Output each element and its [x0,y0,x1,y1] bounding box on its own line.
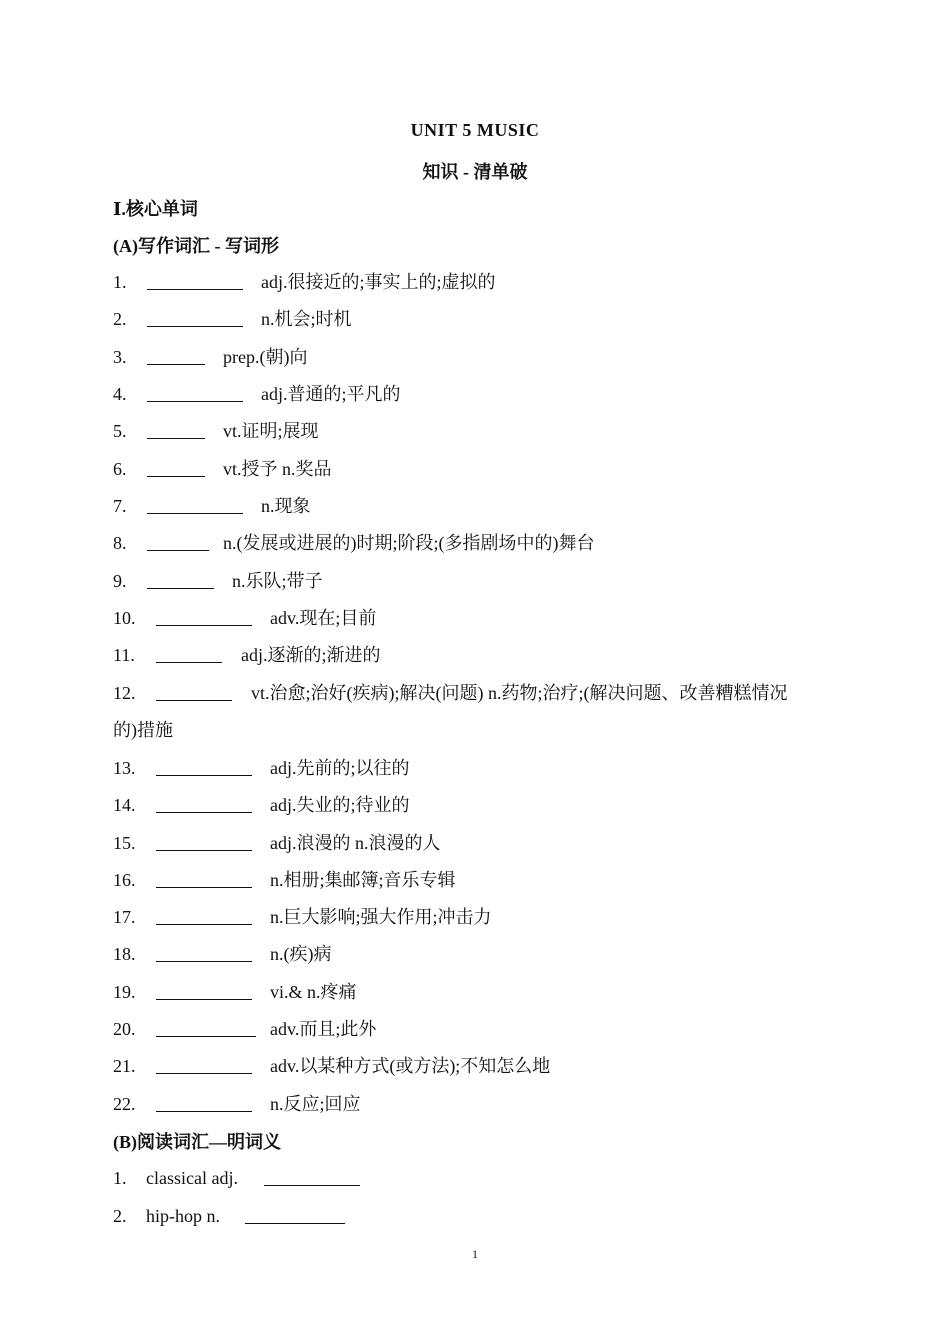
vocab-item [113,270,833,307]
item-number: 2. [113,309,127,329]
item-definition: vt.治愈;治好(疾病);解决(问题) n.药物;治疗;(解决问题、改善糟糕情况 [251,683,788,703]
item-number: 13. [113,758,136,778]
item-definition: n.相册;集邮簿;音乐专辑 [270,870,456,890]
item-definition: vi.& n.疼痛 [270,982,357,1002]
vocab-item [113,1092,833,1129]
answer-blank[interactable] [147,289,243,290]
vocab-item [113,419,833,456]
vocab-item [113,643,833,680]
vocab-item [113,905,833,942]
item-number: 1. [113,272,127,292]
item-definition: n.巨大影响;强大作用;冲击力 [270,907,492,927]
vocab-item [113,793,833,830]
answer-blank[interactable] [156,850,252,851]
vocab-item [113,494,833,531]
item-number: 1. [113,1168,127,1188]
answer-blank[interactable] [147,364,205,365]
item-number: 21. [113,1056,136,1076]
item-number: 4. [113,384,127,404]
item-number: 6. [113,459,127,479]
reading-item [113,1166,833,1203]
item-number: 15. [113,833,136,853]
item-definition: n.乐队;带子 [232,571,323,591]
item-number: 11. [113,645,135,665]
item-number: 10. [113,608,136,628]
item-number: 18. [113,944,136,964]
vocab-item [113,457,833,494]
unit-title: UNIT 5 MUSIC [410,120,540,140]
item-number: 2. [113,1206,127,1226]
answer-blank[interactable] [156,1111,252,1112]
vocab-item [113,382,833,419]
answer-blank[interactable] [147,588,214,589]
item-definition: n.(发展或进展的)时期;阶段;(多指剧场中的)舞台 [223,533,595,553]
answer-blank[interactable] [156,999,252,1000]
item-number: 20. [113,1019,136,1039]
item-word: classical adj. [146,1168,238,1188]
answer-blank[interactable] [156,1073,252,1074]
page-number: 1 [472,1247,478,1261]
item-number: 12. [113,683,136,703]
vocab-item [113,1017,833,1054]
section-heading-reading-vocab: (B)阅读词汇—明词义 [113,1132,281,1152]
answer-blank[interactable] [156,887,252,888]
item-definition: n.现象 [261,496,311,516]
vocab-item [113,942,833,979]
item-number: 5. [113,421,127,441]
vocab-item [113,569,833,606]
section-heading-core-words: Ⅰ.核心单词 [113,199,198,219]
item-definition: adv.而且;此外 [270,1019,377,1039]
item-word: hip-hop n. [146,1206,220,1226]
answer-blank[interactable] [156,812,252,813]
answer-blank[interactable] [156,662,222,663]
page-subtitle: 知识 - 清单破 [422,162,528,182]
answer-blank[interactable] [156,775,252,776]
vocab-item [113,756,833,793]
item-definition: adj.普通的;平凡的 [261,384,401,404]
answer-blank[interactable] [156,961,252,962]
item-definition: n.机会;时机 [261,309,352,329]
item-definition: adv.以某种方式(或方法);不知怎么地 [270,1056,551,1076]
vocab-item [113,1054,833,1091]
vocab-item [113,681,833,718]
item-definition: vt.证明;展现 [223,421,319,441]
answer-blank[interactable] [156,625,252,626]
item-definition: adv.现在;目前 [270,608,377,628]
vocab-item [113,531,833,568]
item-number: 9. [113,571,127,591]
answer-blank[interactable] [156,700,232,701]
item-number: 7. [113,496,127,516]
answer-blank[interactable] [264,1185,360,1186]
item-definition: adj.很接近的;事实上的;虚拟的 [261,272,496,292]
item-number: 3. [113,347,127,367]
item-number: 14. [113,795,136,815]
vocab-item [113,307,833,344]
reading-item [113,1204,833,1241]
item-definition: n.反应;回应 [270,1094,361,1114]
vocab-item [113,980,833,1017]
item-definition: n.(疾)病 [270,944,332,964]
vocab-item [113,868,833,905]
item-definition: prep.(朝)向 [223,347,308,367]
item-number: 19. [113,982,136,1002]
answer-blank[interactable] [147,476,205,477]
answer-blank[interactable] [147,401,243,402]
item-number: 8. [113,533,127,553]
item-definition: adj.逐渐的;渐进的 [241,645,381,665]
item-definition: vt.授予 n.奖品 [223,459,332,479]
vocab-item [113,831,833,868]
answer-blank[interactable] [147,438,205,439]
item-number: 17. [113,907,136,927]
answer-blank[interactable] [156,1036,256,1037]
section-heading-writing-vocab: (A)写作词汇 - 写词形 [113,236,279,256]
answer-blank[interactable] [147,326,243,327]
item-number: 16. [113,870,136,890]
item-definition-continuation: 的)措施 [113,720,173,740]
answer-blank[interactable] [156,924,252,925]
vocab-item [113,345,833,382]
item-number: 22. [113,1094,136,1114]
item-definition: adj.浪漫的 n.浪漫的人 [270,833,441,853]
answer-blank[interactable] [245,1223,345,1224]
answer-blank[interactable] [147,550,209,551]
item-definition: adj.先前的;以往的 [270,758,410,778]
answer-blank[interactable] [147,513,243,514]
vocab-item [113,606,833,643]
item-definition: adj.失业的;待业的 [270,795,410,815]
